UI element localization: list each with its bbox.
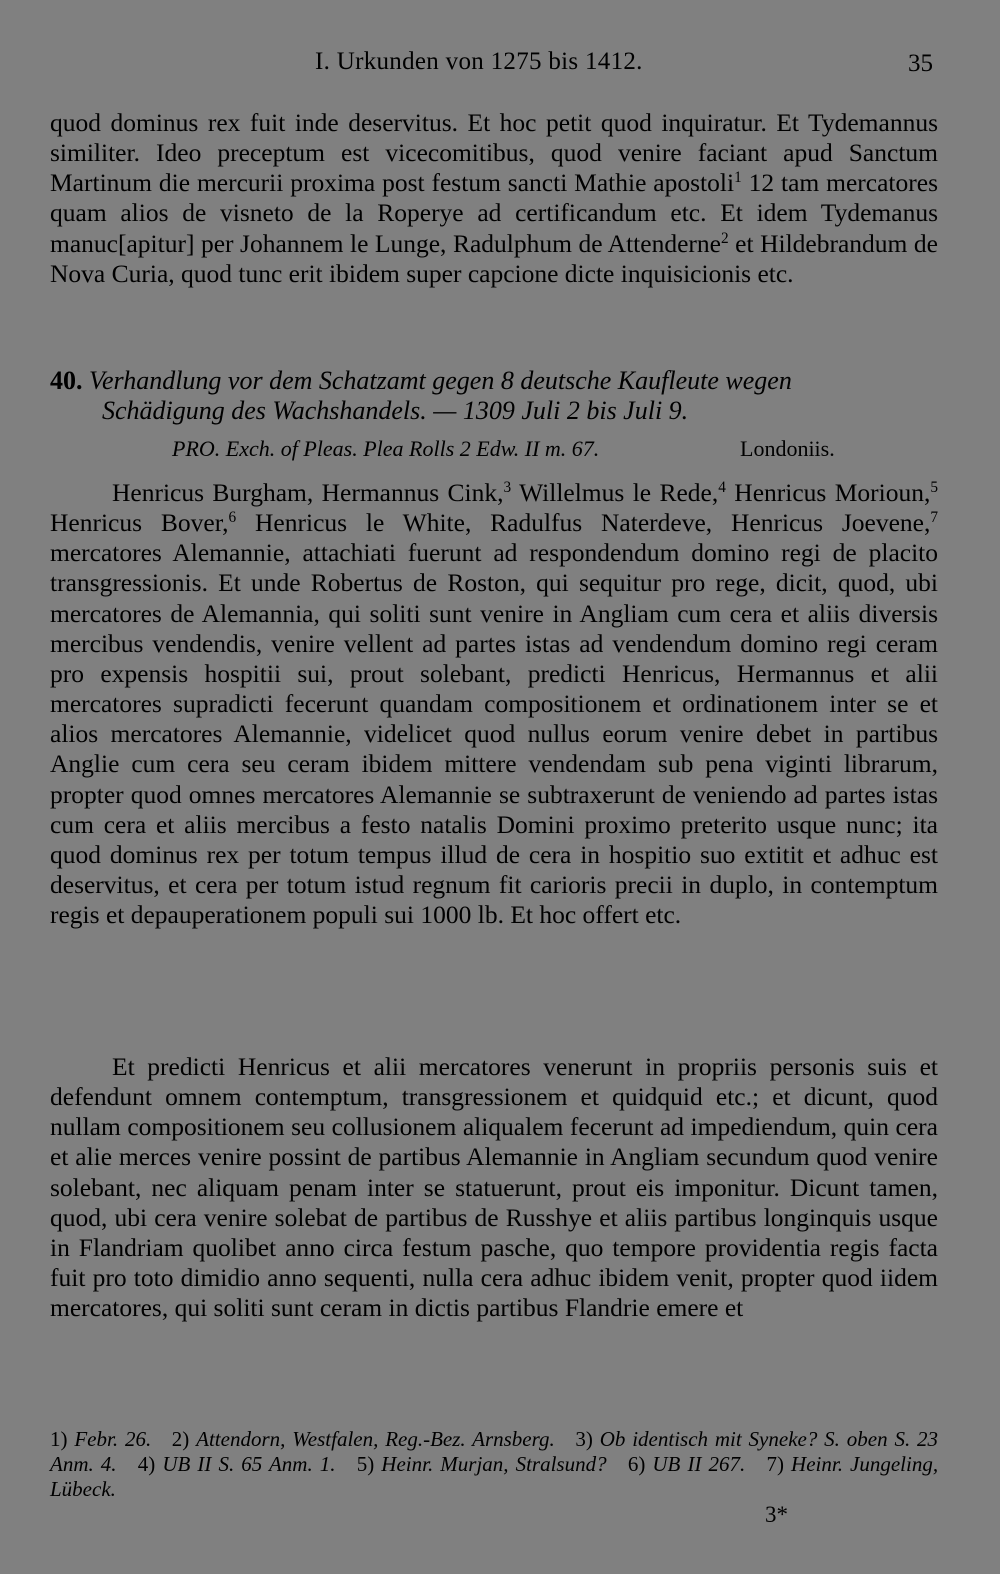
footnote-text: Febr. 26. [74,1427,152,1451]
para1-text-a: quod dominus rex fuit inde deservitus. Et hoc petit quod inquiratur. Et Tydemannus similiter. Ideo preceptum est vicecomitibus, quod venire faciant apud Sanctum Martinum die mercurii proxima post festum sancti Mathie apostoli [50,108,938,198]
footnote-5 [357,1452,607,1476]
footnote-6 [628,1452,745,1476]
paragraph [50,478,938,930]
main-paragraph-1 [50,478,938,930]
footnote-number: 7) [766,1452,784,1476]
footnote-ref-4: 4 [718,478,726,496]
footnote-4 [138,1452,336,1476]
footnote-ref-2: 2 [720,229,729,247]
document-title-line1: Verhandlung vor dem Schatzamt gegen 8 deutsche Kaufleute wegen [89,366,792,395]
footnote-text: UB II S. 65 Anm. 1. [162,1452,336,1476]
paragraph: Et predicti Henricus et alii mercatores venerunt in propriis personis suis et defendunt omnem contemptum, transgressionem et quidquid etc.; et dicunt, quod nullam compositionem seu collusionem aliqualem fecerunt ad impediendum, quin cera et alie merces venire possint de partibus Alemannie in Angliam secundum quod venire solebant, nec aliquam penam inter se statuerunt, prout eis imponitur. Dicunt tamen, quod, ubi cera venire solebat de partibus de Russhye et aliis partibus longinquis usque in Flandriam quolibet anno circa festum pasche, quo tempore providentia regis facta fuit pro toto dimidio anno sequenti, nulla cera adhuc ibidem venit, propter quod iidem mercatores, qui soliti sunt ceram in dictis partibus Flandrie emere et [50,1052,938,1323]
footnote-text: Heinr. Murjan, Stralsund? [381,1452,607,1476]
footnote-number: 1) [50,1427,68,1451]
para2-text-e: Henricus le White, Radulfus Naterdeve, Henricus Joevene, [236,508,931,538]
document-number: 40. [50,366,83,395]
document-heading [50,366,938,426]
page-number: 35 [908,50,933,77]
footnote-text: UB II 267. [652,1452,746,1476]
footnote-text: Ob identisch mit Syneke? S. oben S. 23 Anm. 4. [50,1427,939,1476]
running-title: I. Urkunden von 1275 bis 1412. [315,48,643,75]
source-line [172,436,932,462]
footnote-number: 6) [627,1452,646,1476]
footnotes [50,1427,938,1502]
para1-text-b: 12 tam mercatores quam alios de visneto de la Roperye ad certificandum etc. Et idem Tydemanus manuc[apitur] per Johannem le Lunge, Radulphum de Attenderne [50,168,939,258]
para2-text-f: mercatores Alemannie, attachiati fuerunt ad respondendum domino regi de placito transgressionis. Et unde Robertus de Roston, qui sequitur pro rege, dicit, quod, ubi mercatores de Alemannia, qui soliti sunt venire in Angliam cum cera et aliis diversis mercibus vendendis, venire vellent ad partes istas ad vendendum domino regi ceram pro expensis hospitii sui, prout solebant, predicti Henricus, Hermannus et alii mercatores supradicti fecerunt quandam compositionem et ordinationem inter se et alios mercatores Alemannie, videlicet quod nullus eorum venire debet in partibus Anglie cum cera seu ceram ibidem mittere vendendam sub pena viginti librarum, propter quod omnes mercatores Alemannie se subtraxerunt de veniendo ad partes istas cum cera et aliis mercibus a festo natalis Domini proximo preterito usque nunc; ita quod dominus rex per totum tempus illud de cera in hospitio suo extitit et adhuc est deservitus, et cera per totum istud regnum fit carioris precii in duplo, in contemptum regis et depauperationem populi sui 1000 lb. Et hoc offert etc. [50,538,938,930]
continued-paragraph [50,108,938,289]
signature-mark: 3* [765,1502,788,1527]
para2-text-c: Henricus Morioun, [725,478,931,507]
footnote-2 [172,1427,555,1451]
footnote-number: 2) [171,1427,190,1451]
source-reference: PRO. Exch. of Pleas. Plea Rolls 2 Edw. II m. 67. [172,436,600,461]
footnote-number: 4) [137,1452,156,1476]
footnote-ref-3: 3 [503,478,512,496]
footnote-1 [50,1427,151,1451]
para2-text-d: Henricus Bover, [50,508,229,538]
main-paragraph-2 [50,1052,938,1323]
running-header [0,42,1000,82]
para2-text-b: Willelmus le Rede, [511,478,719,507]
para2-text-a: Henricus Burgham, Hermannus Cink, [112,478,504,507]
footnote-number: 3) [575,1427,593,1451]
footnote-text: Attendorn, Westfalen, Reg.-Bez. Arnsberg. [196,1427,555,1451]
footnote-number: 5) [356,1452,375,1476]
footnote-ref-6: 6 [228,508,237,526]
footnote-ref-1: 1 [734,169,742,187]
document-title-line2: Schädigung des Wachshandels. — 1309 Juli 2 bis Juli 9. [102,396,689,425]
footnote-ref-7: 7 [930,508,938,526]
footnote-ref-5: 5 [930,478,938,496]
place-of-issue: Londoniis. [740,436,835,461]
footnote-text: Heinr. Jungeling, Lübeck. [50,1452,939,1501]
para1-text-c: et Hildebrandum de Nova Curia, quod tunc erit ibidem super capcione dicte inquisicionis etc. [50,228,938,288]
